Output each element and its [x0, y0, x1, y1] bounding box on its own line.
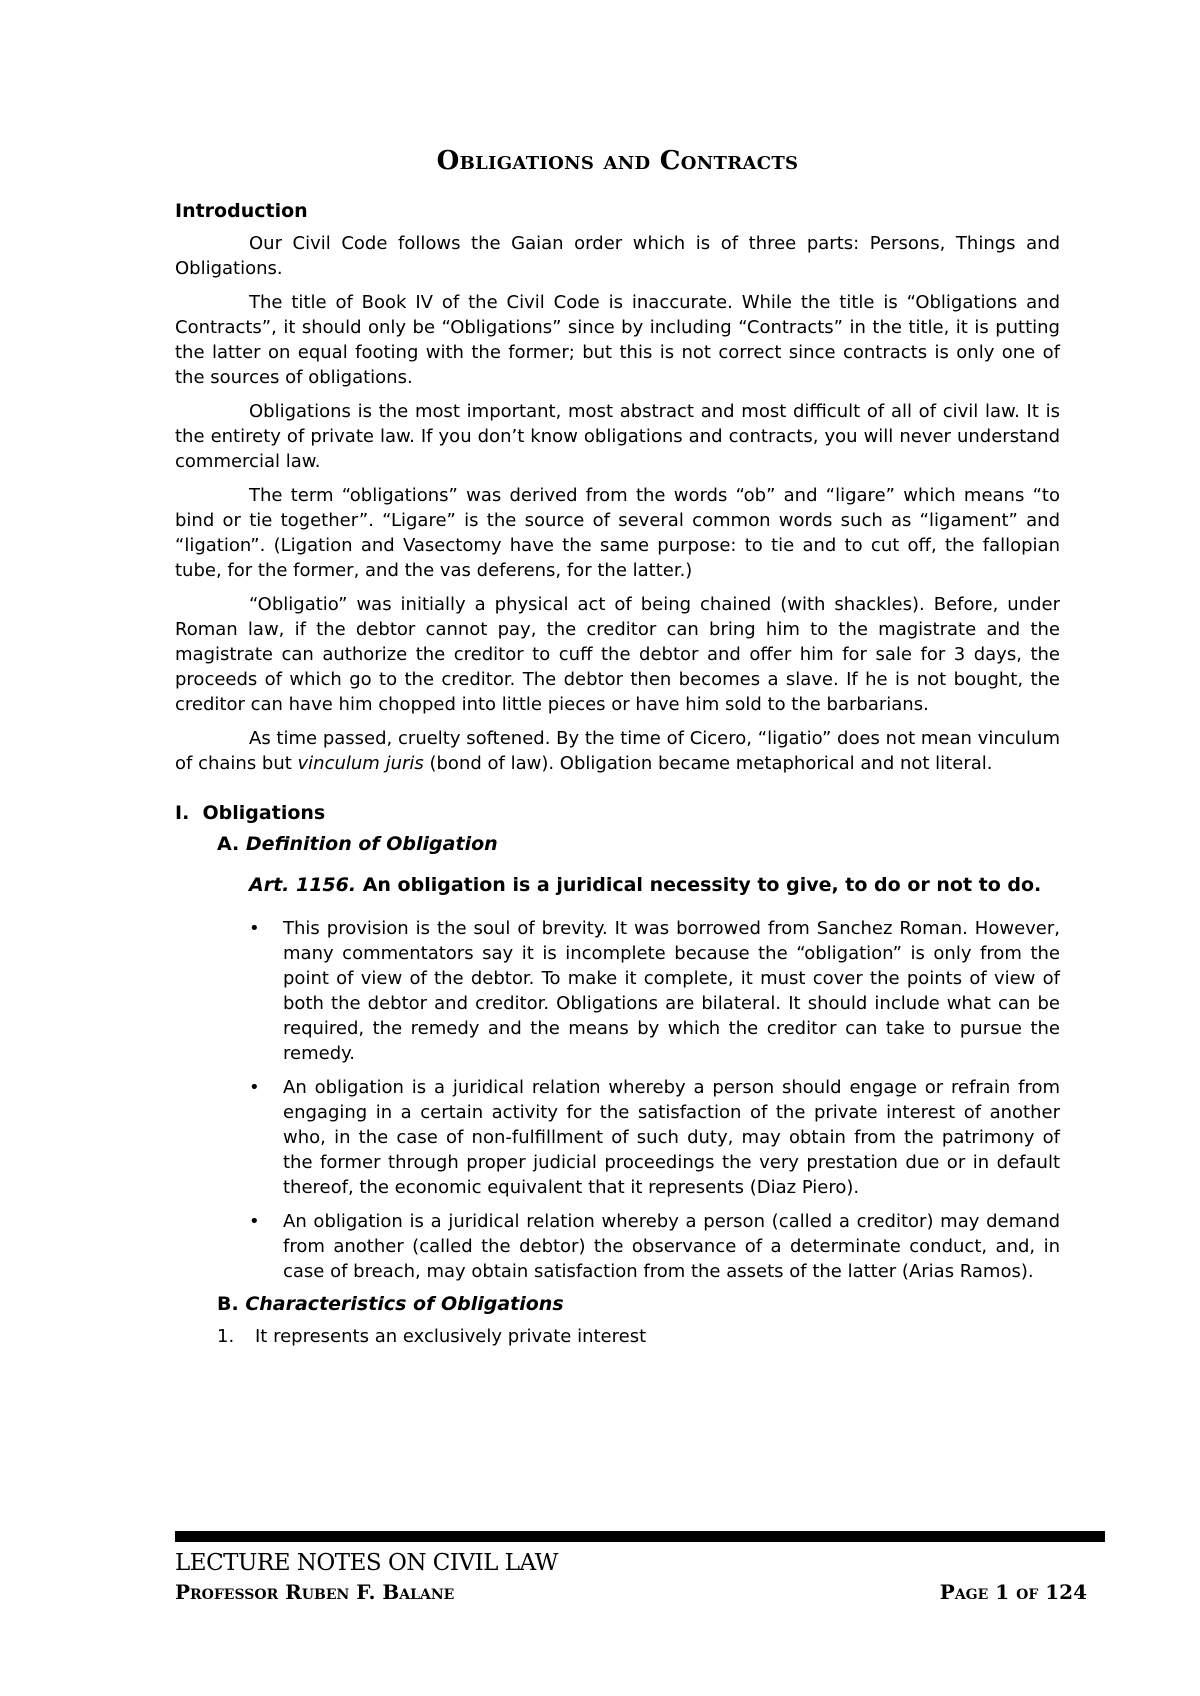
article-1156: Art. 1156. An obligation is a juridical necessity to give, to do or not to do. [249, 874, 1042, 896]
document-title: Obligations and Contracts [436, 146, 799, 176]
document-body [175, 200, 1060, 1349]
footer-rule [175, 1531, 1105, 1542]
bullet-icon: • [249, 1077, 260, 1098]
subsection-heading-characteristics: B. Characteristics of Obligations [217, 1293, 564, 1315]
definition-bullet-list [175, 916, 1060, 1284]
intro-paragraph-last: As time passed, cruelty softened. By the time of Cicero, “ligatio” does not mean vinculum of chains but vinculum juris (bond of law). Obligation became metaphorical and not literal. [175, 728, 1060, 774]
numbered-item: 1. It represents an exclusively private interest [217, 1326, 647, 1347]
list-item: • An obligation is a juridical relation whereby a person should engage or refrain from engaging in a certain activity for the satisfaction of the private interest of another who, in the case of non-fulfillment of such duty, may obtain from the patrimony of the former through proper judicial proceedings the very prestation due or in default thereof, the economic equivalent that it represents (Diaz Piero). [249, 1077, 1060, 1198]
section-heading-obligations: I. Obligations [175, 802, 326, 824]
intro-paragraph: “Obligatio” was initially a physical act of being chained (with shackles). Before, under Roman law, if the debtor cannot pay, the creditor can bring him to the magistrate and the magistrate can authorize the creditor to cuff the debtor and offer him for sale for 3 days, the proceeds of which go to the creditor. The debtor then becomes a slave. If he is not bought, the creditor can have him chopped into little pieces or have him sold to the barbarians. [175, 594, 1060, 715]
footer-page-number: Page 1 of 124 [939, 1580, 1087, 1604]
intro-paragraph: Our Civil Code follows the Gaian order which is of three parts: Persons, Things and Obligations. [175, 233, 1060, 279]
intro-paragraph: The title of Book IV of the Civil Code is inaccurate. While the title is “Obligations and Contracts”, it should only be “Obligations” since by including “Contracts” in the title, it is putting the latter on equal footing with the former; but this is not correct since contracts is only one of the sources of obligations. [175, 292, 1060, 388]
intro-heading: Introduction [175, 200, 308, 222]
list-item: • This provision is the soul of brevity. It was borrowed from Sanchez Roman. However, many commentators say it is incomplete because the “obligation” is only from the point of view of the debtor. To make it complete, it must cover the points of view of both the debtor and creditor. Obligations are bilateral. It should include what can be required, the remedy and the means by which the creditor can take to pursue the remedy. [249, 918, 1060, 1064]
bullet-icon: • [249, 918, 260, 939]
footer-series-title: LECTURE NOTES ON CIVIL LAW [175, 1550, 558, 1576]
bullet-icon: • [249, 1211, 260, 1232]
list-item: • An obligation is a juridical relation whereby a person (called a creditor) may demand from another (called the debtor) the observance of a determinate conduct, and, in case of breach, may obtain satisfaction from the assets of the latter (Arias Ramos). [249, 1211, 1060, 1282]
intro-paragraph: Obligations is the most important, most abstract and most difficult of all of civil law. It is the entirety of private law. If you don’t know obligations and contracts, you will never understand commercial law. [175, 401, 1060, 472]
intro-paragraph: The term “obligations” was derived from the words “ob” and “ligare” which means “to bind or tie together”. “Ligare” is the source of several common words such as “ligament” and “ligation”. (Ligation and Vasectomy have the same purpose: to tie and to cut off, the fallopian tube, for the former, and the vas deferens, for the latter.) [175, 485, 1060, 581]
subsection-heading-definition: A. Definition of Obligation [217, 833, 498, 855]
footer-author: Professor Ruben F. Balane [175, 1580, 455, 1604]
